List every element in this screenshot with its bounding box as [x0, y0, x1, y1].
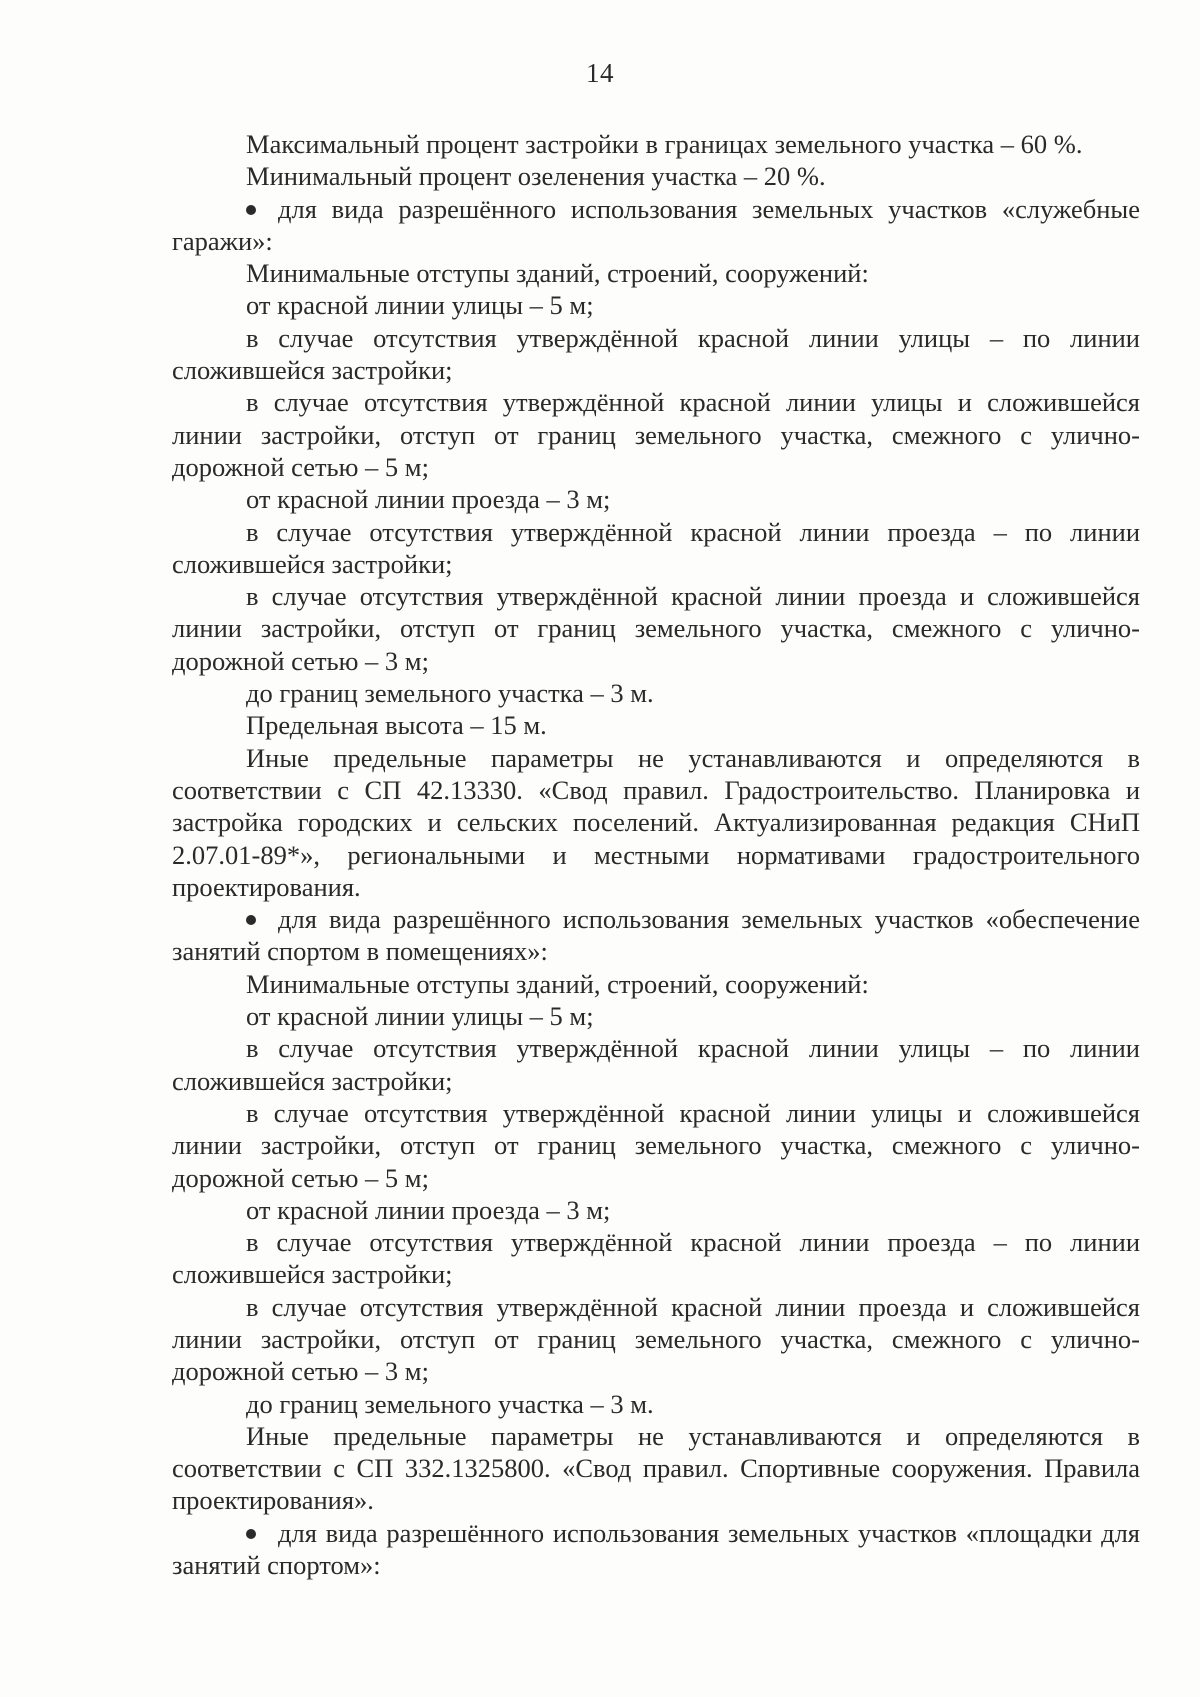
paragraph: от красной линии улицы – 5 м; [246, 290, 594, 321]
paragraph: в случае отсутствия утверждённой красной линии проезда – по линии сложившейся застройки; [172, 516, 1140, 579]
paragraph: до границ земельного участка – 3 м. [246, 1388, 654, 1419]
document-body [172, 128, 1140, 1581]
paragraph: в случае отсутствия утверждённой красной линии улицы и сложившейся линии застройки, отступ от границ земельного участка, смежного с улично-дорожной сетью – 5 м; [172, 387, 1140, 482]
paragraph: Минимальные отступы зданий, строений, сооружений: [246, 968, 869, 999]
paragraph: Минимальный процент озеленения участка – 20 %. [246, 161, 826, 192]
bullet-text: для вида разрешённого использования земельных участков «обеспечение занятий спортом в помещениях»: [172, 904, 1140, 967]
paragraph: в случае отсутствия утверждённой красной линии улицы – по линии сложившейся застройки; [172, 322, 1140, 386]
bullet-icon [246, 1529, 256, 1539]
paragraph: от красной линии проезда – 3 м; [246, 1194, 611, 1225]
paragraph: до границ земельного участка – 3 м. [246, 678, 654, 709]
paragraph: в случае отсутствия утверждённой красной линии улицы – по линии сложившейся застройки; [172, 1033, 1140, 1096]
bullet-item [172, 903, 1140, 968]
bullet-text: для вида разрешённого использования земельных участков «площадки для занятий спортом»: [172, 1517, 1140, 1581]
paragraph: от красной линии проезда – 3 м; [246, 484, 611, 515]
bullet-item [172, 1517, 1140, 1582]
paragraph: в случае отсутствия утверждённой красной линии проезда и сложившейся линии застройки, отступ от границ земельного участка, смежного с улично-дорожной сетью – 3 м; [172, 581, 1140, 676]
paragraph: Предельная высота – 15 м. [246, 710, 547, 741]
paragraph: в случае отсутствия утверждённой красной линии улицы и сложившейся линии застройки, отступ от границ земельного участка, смежного с улично-дорожной сетью – 5 м; [172, 1097, 1140, 1193]
paragraph: Иные предельные параметры не устанавливаются и определяются в соответствии с СП 42.13330. «Свод правил. Градостроительство. Планировка и застройка городских и сельских поселений. Актуализированная редакция СНиП 2.07.01-89*», региональными и местными нормативами градостроительного проектирования. [172, 742, 1140, 902]
bullet-icon [246, 915, 256, 925]
paragraph: Минимальные отступы зданий, строений, сооружений: [246, 258, 869, 289]
paragraph: в случае отсутствия утверждённой красной линии проезда – по линии сложившейся застройки; [172, 1227, 1140, 1290]
paragraph: Максимальный процент застройки в границах земельного участка – 60 %. [246, 129, 1083, 159]
bullet-item [172, 193, 1140, 258]
paragraph: Иные предельные параметры не устанавливаются и определяются в соответствии с СП 332.1325800. «Свод правил. Спортивные сооружения. Правила проектирования». [172, 1420, 1140, 1516]
bullet-text: для вида разрешённого использования земельных участков «служебные гаражи»: [172, 193, 1140, 256]
page-number: 14 [586, 58, 614, 88]
paragraph: от красной линии улицы – 5 м; [246, 1001, 594, 1032]
bullet-icon [246, 205, 256, 215]
paragraph: в случае отсутствия утверждённой красной линии проезда и сложившейся линии застройки, отступ от границ земельного участка, смежного с улично-дорожной сетью – 3 м; [172, 1291, 1140, 1387]
